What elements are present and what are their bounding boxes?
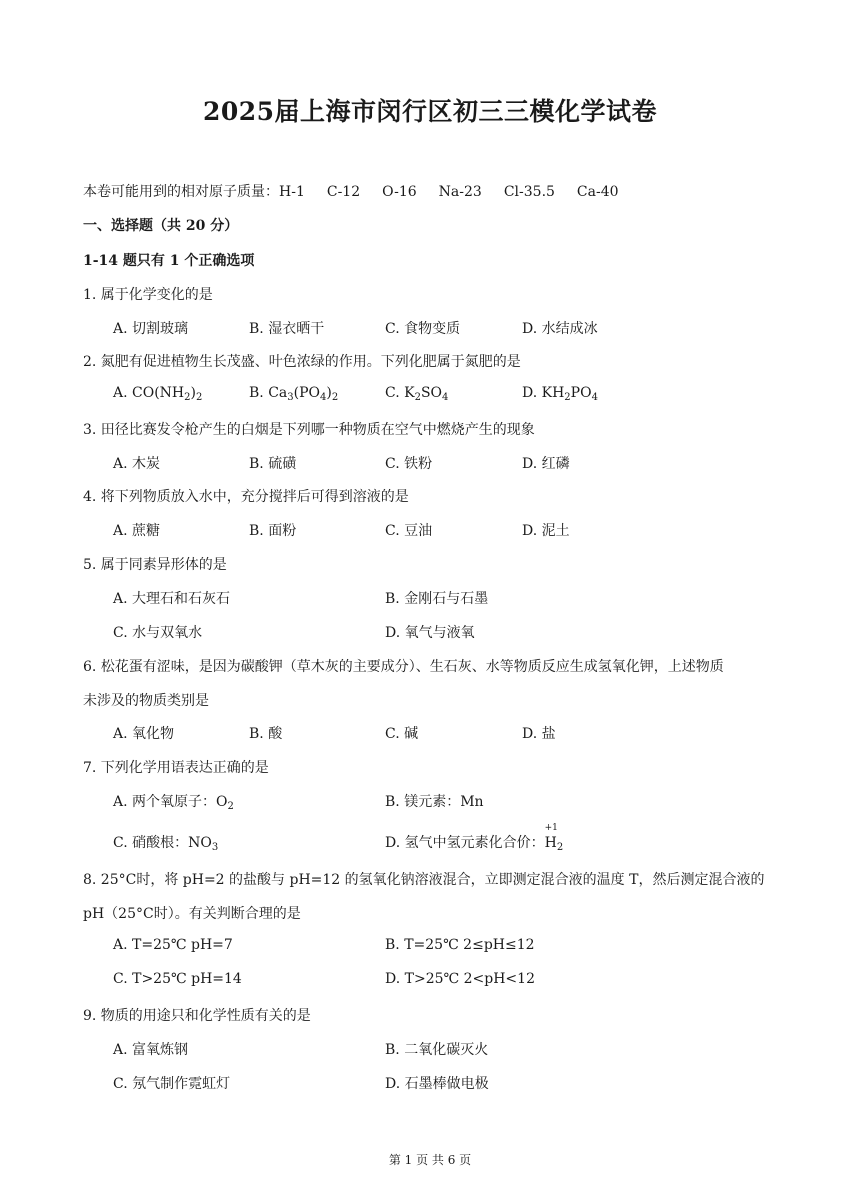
option-b: B. 面粉 <box>249 523 297 539</box>
option-b: B. 镁元素：Mn <box>385 794 484 810</box>
question-stem: 9. 物质的用途只和化学性质有关的是 <box>83 1008 311 1024</box>
option-b: B. 二氧化碳灭火 <box>385 1042 489 1058</box>
option-a: A. 两个氧原子：$O_2$ <box>113 794 234 812</box>
option-b: B. 金刚石与石墨 <box>385 591 489 607</box>
option-c: C. T>25℃ pH=14 <box>113 971 242 987</box>
question-stem: 7. 下列化学用语表达正确的是 <box>83 760 269 776</box>
valence-symbol: +1 H <box>544 823 558 851</box>
atomic-mass-item: C-12 <box>326 184 361 200</box>
option-a: A. $CO(NH_2)_2$ <box>113 385 203 403</box>
atomic-mass-item: Na-23 <box>438 184 482 200</box>
atomic-mass-item: Cl-35.5 <box>503 184 555 200</box>
option-a: A. 大理石和石灰石 <box>113 591 231 607</box>
atomic-mass-item: O-16 <box>382 184 417 200</box>
option-b: B. 酸 <box>249 726 283 742</box>
question-stem: 3. 田径比赛发令枪产生的白烟是下列哪一种物质在空气中燃烧产生的现象 <box>83 422 535 438</box>
atomic-mass-item: Ca-40 <box>576 184 619 200</box>
atomic-mass-item: H-1 <box>279 184 305 200</box>
exam-title: 2025届上海市闵行区初三三模化学试卷 <box>202 97 658 126</box>
option-a: A. 切割玻璃 <box>113 321 189 337</box>
option-c: C. 食物变质 <box>385 321 461 337</box>
option-c: C. 碱 <box>385 726 419 742</box>
question-stem-line-2: 未涉及的物质类别是 <box>83 693 209 709</box>
option-b: B. T=25℃ 2≤pH≤12 <box>385 937 535 953</box>
option-a: A. 富氧炼钢 <box>113 1042 189 1058</box>
option-d: D. 泥土 <box>522 523 570 539</box>
option-c: C. 水与双氧水 <box>113 625 203 641</box>
question-stem: 4. 将下列物质放入水中，充分搅拌后可得到溶液的是 <box>83 489 409 505</box>
option-d: D. 氢气中氢元素化合价： +1 $H_2$ <box>385 823 564 853</box>
question-stem-line-2: pH（25°C时）。有关判断合理的是 <box>83 906 301 922</box>
valence-number: +1 <box>544 823 558 833</box>
option-d: D. 氧气与液氧 <box>385 625 475 641</box>
section-subheading: 1-14 题只有 1 个正确选项 <box>83 253 255 269</box>
option-c: C. 氖气制作霓虹灯 <box>113 1076 231 1092</box>
option-a: A. T=25℃ pH=7 <box>113 937 233 953</box>
option-a: A. 蔗糖 <box>113 523 161 539</box>
option-b: B. 湿衣晒干 <box>249 321 325 337</box>
option-d: D. $KH_2PO_4$ <box>522 385 598 403</box>
option-d: D. T>25℃ 2<pH<12 <box>385 971 535 987</box>
option-c: C. $K_2SO_4$ <box>385 385 449 403</box>
option-b: B. $Ca_3(PO_4)_2$ <box>249 385 339 403</box>
question-stem: 5. 属于同素异形体的是 <box>83 557 227 573</box>
atomic-mass-label: 本卷可能用到的相对原子质量： <box>83 184 279 200</box>
question-stem-line-1: 6. 松花蛋有涩味，是因为碳酸钾（草木灰的主要成分）、生石灰、水等物质反应生成氢氧化钾，上述物质 <box>83 659 724 675</box>
option-a: A. 氧化物 <box>113 726 175 742</box>
option-b: B. 硫磺 <box>249 456 297 472</box>
option-d: D. 盐 <box>522 726 556 742</box>
section-heading: 一、选择题（共 20 分） <box>83 218 239 234</box>
option-c: C. 硝酸根：$NO_3$ <box>113 835 219 853</box>
option-d: D. 红磷 <box>522 456 570 472</box>
page-number-footer: 第 1 页 共 6 页 <box>388 1153 472 1167</box>
option-d: D. 石墨棒做电极 <box>385 1076 489 1092</box>
option-a: A. 木炭 <box>113 456 161 472</box>
question-stem: 2. 氮肥有促进植物生长茂盛、叶色浓绿的作用。下列化肥属于氮肥的是 <box>83 354 521 370</box>
question-stem-line-1: 8. 25°C时，将 pH=2 的盐酸与 pH=12 的氢氧化钠溶液混合，立即测定混合液的温度 T，然后测定混合液的 <box>83 872 765 888</box>
atomic-mass-line <box>83 181 641 201</box>
option-c: C. 铁粉 <box>385 456 433 472</box>
option-c: C. 豆油 <box>385 523 433 539</box>
option-d: D. 水结成冰 <box>522 321 598 337</box>
question-stem: 1. 属于化学变化的是 <box>83 287 213 303</box>
